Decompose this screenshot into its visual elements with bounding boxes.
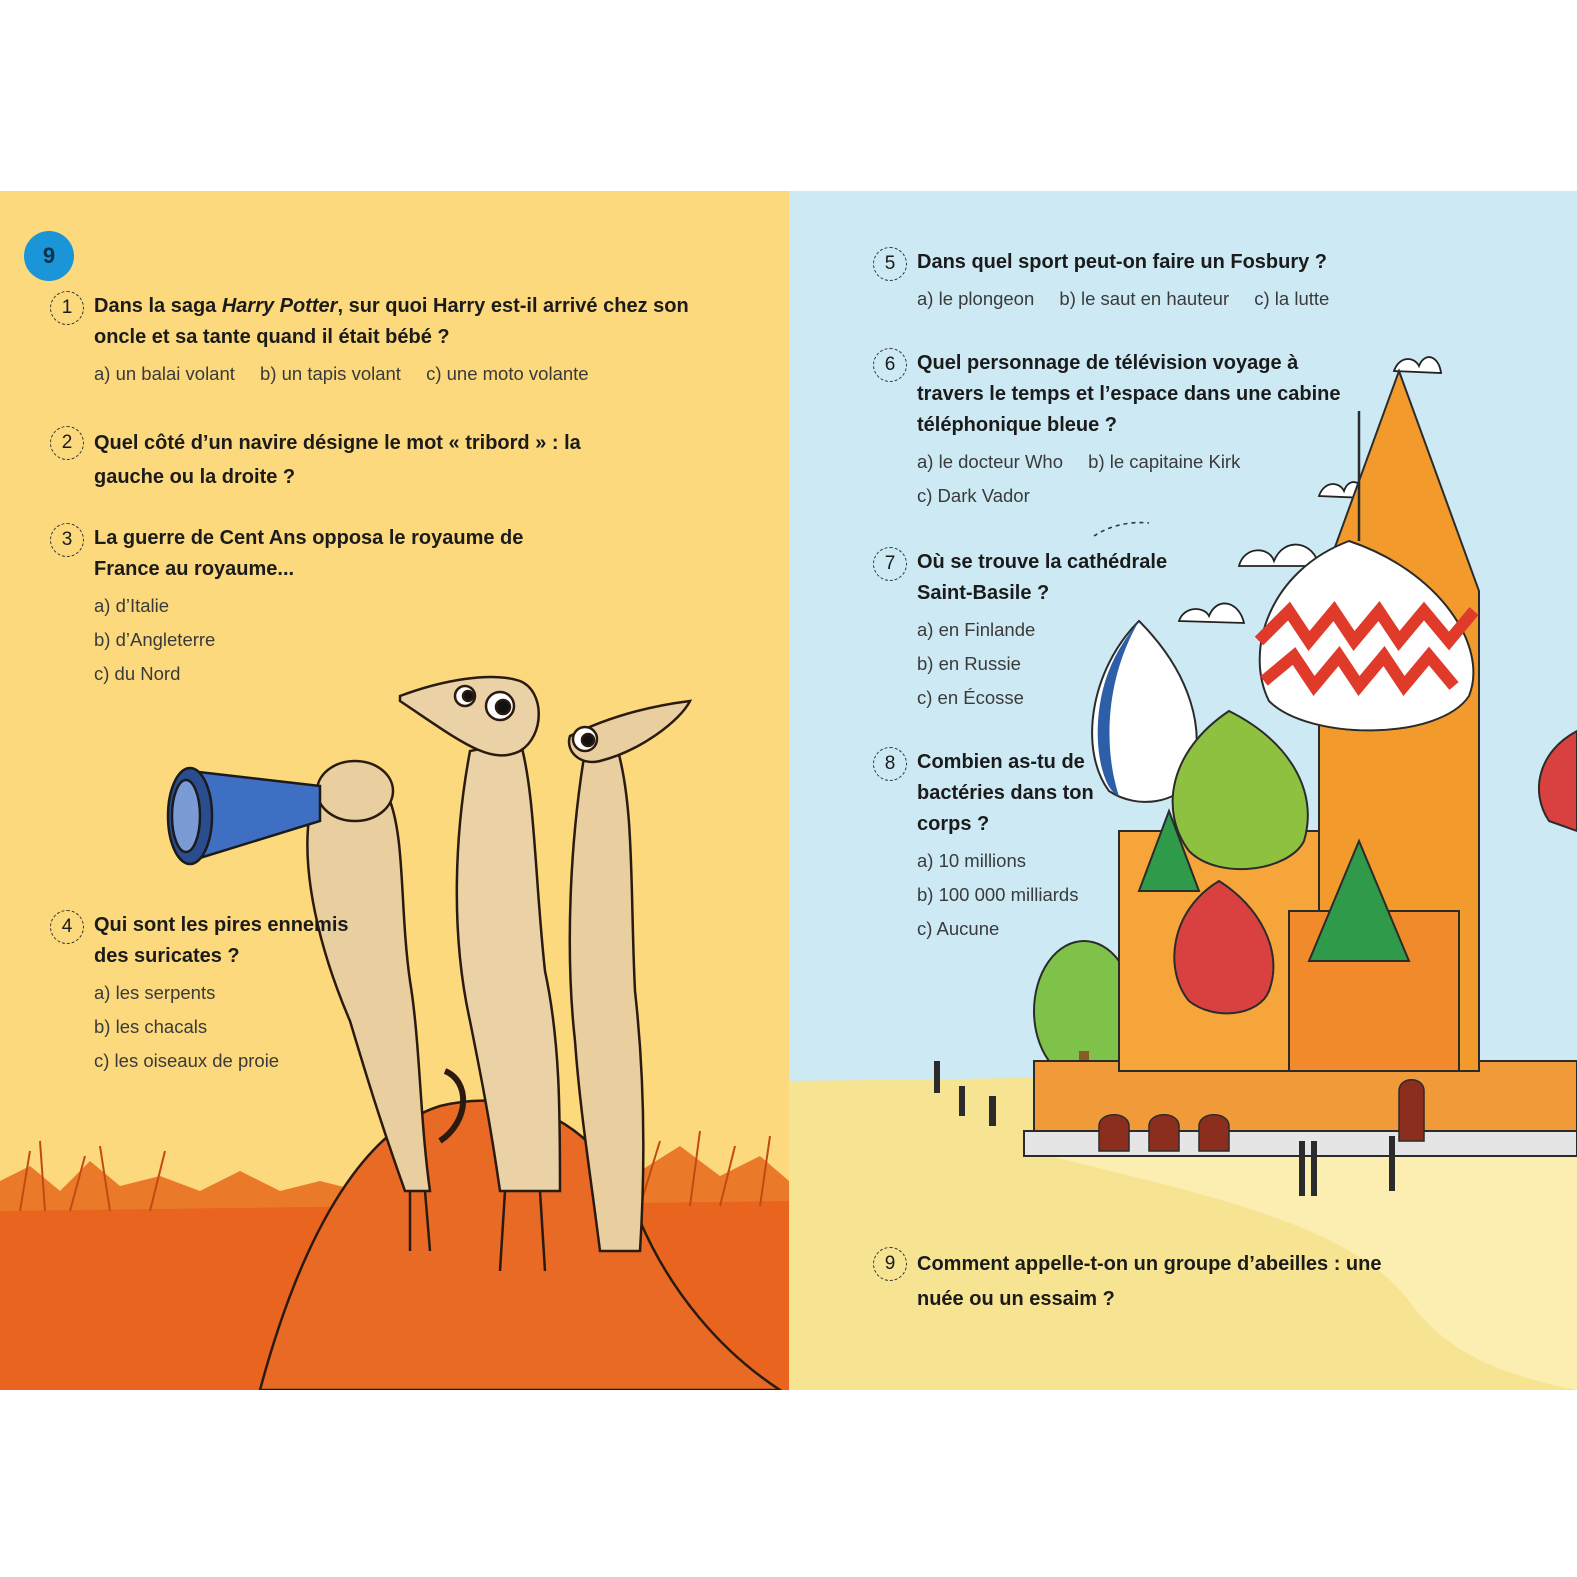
left-page [0,191,789,1390]
question-text: Combien as-tu de bactéries dans ton corps ? [917,751,1094,835]
answer-c[interactable]: c) en Écosse [917,687,1024,708]
question-5 [884,247,1477,316]
question-3 [61,523,594,691]
question-6 [884,348,1357,513]
answer-b[interactable]: b) le saut en hauteur [1059,288,1230,309]
answer-b[interactable]: b) les chacals [94,1016,208,1037]
answer-b[interactable]: b) un tapis volant [260,363,401,384]
question-number: 3 [50,523,84,557]
question-number: 7 [873,547,907,581]
answer-c[interactable]: c) du Nord [94,663,181,684]
answer-a[interactable]: a) 10 millions [917,850,1026,871]
answer-b[interactable]: b) 100 000 milliards [917,884,1079,905]
question-number: 1 [50,291,84,325]
question-text: Qui sont les pires ennemis des suricates ? [94,914,349,967]
answer-list [917,282,1477,316]
question-1 [61,291,714,391]
right-page [789,191,1577,1390]
answer-c[interactable]: c) Aucune [917,918,1000,939]
answer-c[interactable]: c) Dark Vador [917,485,1030,506]
answer-a[interactable]: a) un balai volant [94,363,235,384]
answer-a[interactable]: a) le plongeon [917,288,1035,309]
page-number-badge: 9 [24,231,74,281]
answer-c[interactable]: c) les oiseaux de proie [94,1050,280,1071]
question-number: 8 [873,747,907,781]
answer-b[interactable]: b) d’Angleterre [94,629,216,650]
answer-a[interactable]: a) les serpents [94,982,216,1003]
question-2 [61,426,634,494]
question-text: La guerre de Cent Ans opposa le royaume de France au royaume... [94,527,524,580]
book-spread [0,191,1577,1390]
question-number: 5 [873,247,907,281]
question-text: Où se trouve la cathédrale Saint-Basile ? [917,551,1168,604]
answer-list [94,976,354,1078]
answer-c[interactable]: c) la lutte [1254,288,1330,309]
question-text: Quel personnage de télévision voyage à travers le temps et l’espace dans une cabine téléphonique bleue ? [917,352,1341,436]
answer-b[interactable]: b) en Russie [917,653,1021,674]
answer-a[interactable]: a) le docteur Who [917,451,1064,472]
question-number: 6 [873,348,907,382]
question-number: 9 [873,1247,907,1281]
answer-list [917,844,1097,946]
question-9 [884,1247,1407,1317]
answer-list [94,357,714,391]
answer-a[interactable]: a) d’Italie [94,595,170,616]
question-7 [884,547,1217,715]
answer-b[interactable]: b) le capitaine Kirk [1088,451,1241,472]
question-number: 2 [50,426,84,460]
answer-list [94,589,594,691]
answer-list [917,445,1347,513]
question-number: 4 [50,910,84,944]
question-text: Dans la saga Harry Potter, sur quoi Harry est-il arrivé chez son oncle et sa tante quand il était bébé ? [94,295,689,348]
question-4 [61,910,354,1078]
answer-c[interactable]: c) une moto volante [426,363,589,384]
question-text: Quel côté d’un navire désigne le mot « tribord » : la gauche ou la droite ? [94,432,581,488]
answer-list [917,613,1217,715]
answer-a[interactable]: a) en Finlande [917,619,1036,640]
question-8 [884,747,1097,946]
question-text: Dans quel sport peut-on faire un Fosbury ? [917,251,1328,273]
question-text: Comment appelle-t-on un groupe d’abeilles : une nuée ou un essaim ? [917,1253,1382,1310]
